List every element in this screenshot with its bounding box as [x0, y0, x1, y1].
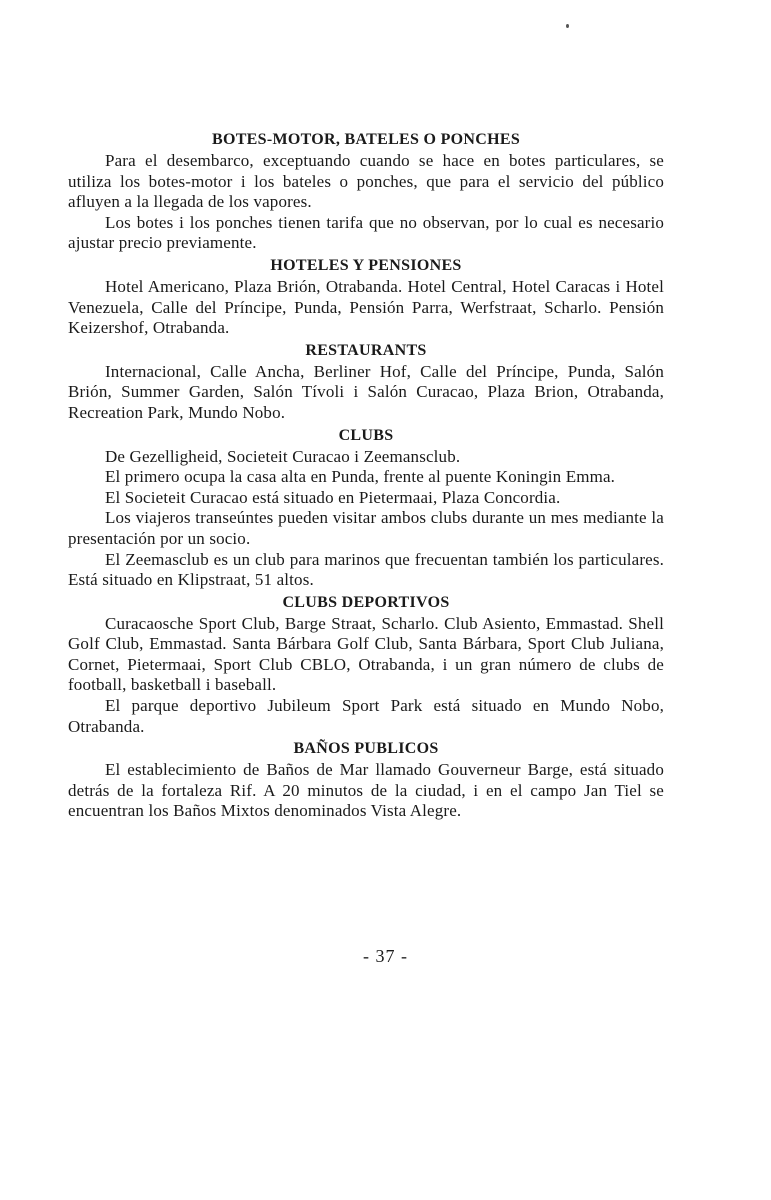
paragraph: El parque deportivo Jubileum Sport Park está situado en Mundo Nobo, Otrabanda.	[68, 696, 664, 736]
section-heading: BAÑOS PUBLICOS	[293, 740, 439, 758]
section-restaurants	[68, 341, 664, 424]
section-hoteles	[68, 256, 664, 339]
section-heading: BOTES-MOTOR, BATELES O PONCHES	[211, 131, 521, 148]
paragraph: Para el desembarco, exceptuando cuando se hace en botes particulares, se utiliza los botes-motor i los bateles o ponches, que para el servicio del público afluyen a la llegada de los vapores.	[68, 151, 664, 212]
section-clubs	[68, 426, 664, 591]
page-number: - 37 -	[363, 946, 408, 966]
paragraph: Hotel Americano, Plaza Brión, Otrabanda. Hotel Central, Hotel Caracas i Hotel Venezuela, Calle del Príncipe, Punda, Pensión Parra, Werfstraat, Scharlo. Pensión Keizershof, Otrabanda.	[68, 276, 664, 338]
section-heading: HOTELES Y PENSIONES	[270, 256, 462, 274]
paragraph: Los viajeros transeúntes pueden visitar ambos clubs durante un mes mediante la presentación por un socio.	[68, 508, 664, 548]
paragraph: Internacional, Calle Ancha, Berliner Hof, Calle del Príncipe, Punda, Salón Brión, Summer Garden, Salón Tívoli i Salón Curacao, Plaza Brion, Otrabanda, Recreation Park, Mundo Nobo.	[68, 361, 664, 422]
paragraph: El Zeemasclub es un club para marinos que frecuentan también los particulares. Está situado en Klipstraat, 51 altos.	[68, 549, 664, 590]
paragraph: El Societeit Curacao está situado en Pietermaai, Plaza Concordia.	[105, 487, 561, 507]
section-heading: CLUBS	[338, 426, 394, 444]
paragraph: El establecimiento de Baños de Mar llamado Gouverneur Barge, está situado detrás de la fortaleza Rif. A 20 minutos de la ciudad, i en el campo Jan Tiel se encuentran los Baños Mixtos denominados Vista Alegre.	[68, 760, 664, 821]
ink-speck	[566, 24, 569, 28]
section-banos-publicos	[68, 739, 664, 822]
page-body	[68, 128, 664, 822]
paragraph: Curacaosche Sport Club, Barge Straat, Scharlo. Club Asiento, Emmastad. Shell Golf Club, Emmastad. Santa Bárbara Golf Club, Santa Bárbara, Sport Club Juliana, Cornet, Pietermaai, Sport Club CBLO, Otrabanda, i un gran número de clubs de football, basketball i baseball.	[68, 613, 664, 695]
section-heading: RESTAURANTS	[305, 341, 427, 359]
section-clubs-deportivos	[68, 593, 664, 738]
section-heading: CLUBS DEPORTIVOS	[282, 593, 450, 611]
paragraph: De Gezelligheid, Societeit Curacao i Zeemansclub.	[105, 446, 461, 466]
section-botes-motor	[68, 130, 664, 254]
paragraph: El primero ocupa la casa alta en Punda, frente al puente Koningin Emma.	[105, 467, 616, 487]
paragraph: Los botes i los ponches tienen tarifa que no observan, por lo cual es necesario ajustar precio previamente.	[68, 212, 664, 253]
